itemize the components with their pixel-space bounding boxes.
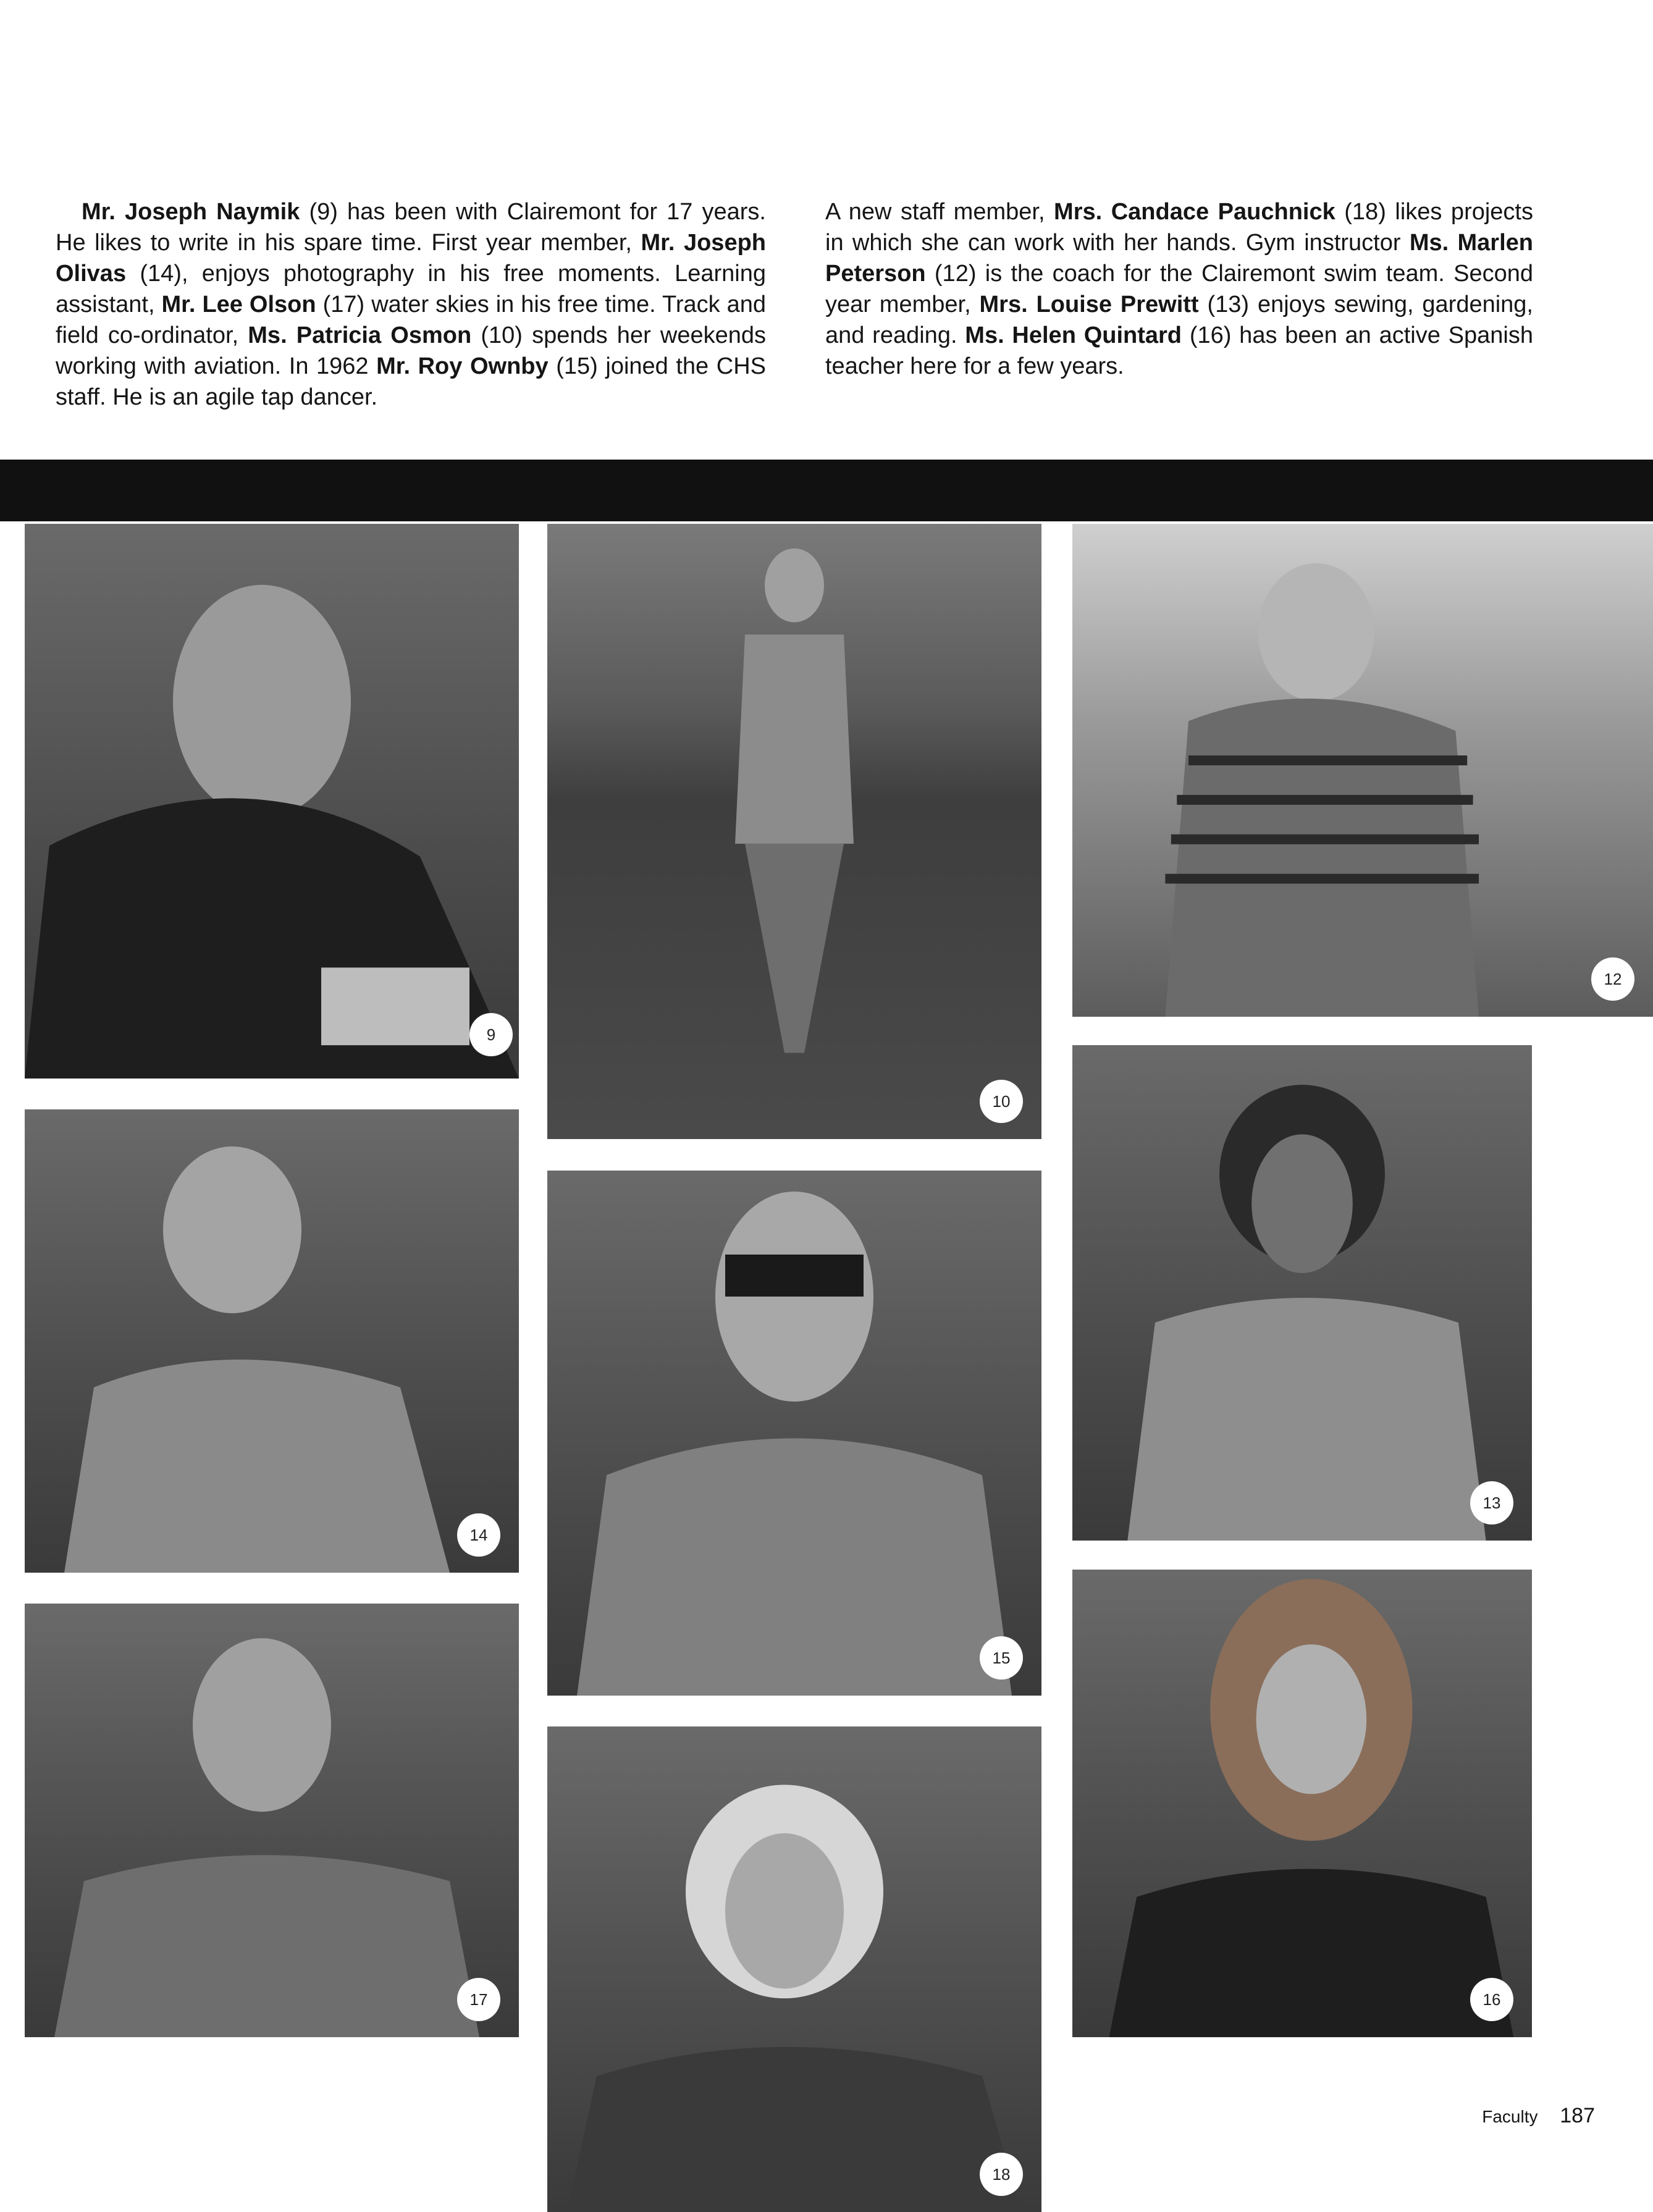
photo-number-badge: 14 xyxy=(457,1513,500,1557)
staff-name: Mrs. Candace Pauchnick xyxy=(1054,199,1335,225)
caption-text: (15) joined the CHS staff. He is an agile tap dancer. xyxy=(56,353,766,410)
photo-number-badge: 9 xyxy=(469,1013,513,1056)
staff-name: Mr. Roy Ownby xyxy=(376,353,549,379)
caption-text: (14), enjoys photography in his free moments. Learning assistant, xyxy=(56,261,766,318)
black-band xyxy=(0,460,1653,521)
staff-name: Mr. Joseph Olivas xyxy=(56,230,767,287)
page-number: 187 xyxy=(1560,2104,1595,2127)
photo-quintard xyxy=(1072,1570,1532,2037)
photo-number-badge: 16 xyxy=(1470,1978,1513,2021)
caption-text: (10) spends her weekends working with aviation. In 1962 xyxy=(56,322,767,379)
caption-left xyxy=(56,196,766,413)
caption-right xyxy=(825,196,1533,382)
caption-text: (12) is the coach for the Clairemont swim team. Second year member, xyxy=(825,261,1533,318)
photo-olson xyxy=(25,1604,519,2037)
photo-olivas xyxy=(25,1109,519,1573)
caption-text: (17) water skies in his free time. Track and field co-ordinator, xyxy=(56,292,767,348)
staff-name: Ms. Helen Quintard xyxy=(965,322,1182,348)
caption-text: (13) enjoys sewing, gardening, and reading. xyxy=(825,292,1533,348)
photo-number-badge: 15 xyxy=(980,1636,1023,1680)
caption-text: (16) has been an active Spanish teacher here for a few years. xyxy=(825,322,1533,379)
photo-ownby xyxy=(547,1171,1041,1696)
photo-naymik xyxy=(25,524,519,1079)
staff-name: Ms. Marlen Peterson xyxy=(825,230,1533,287)
staff-name: Mr. Lee Olson xyxy=(161,292,316,318)
caption-text: (9) has been with Clairemont for 17 years. He likes to write in his spare time. First year member, xyxy=(56,199,766,256)
caption-text: A new staff member, xyxy=(825,199,1054,225)
staff-name: Mrs. Louise Prewitt xyxy=(979,292,1199,318)
photo-number-badge: 10 xyxy=(980,1080,1023,1123)
footer-section: Faculty xyxy=(1482,2107,1538,2126)
staff-name: Mr. Joseph Naymik xyxy=(82,199,300,225)
photo-osmon xyxy=(547,524,1041,1139)
page-footer xyxy=(1482,2104,1595,2128)
caption-text: (18) likes projects in which she can work with her hands. Gym instructor xyxy=(825,199,1533,256)
photo-peterson xyxy=(1072,524,1653,1017)
photo-number-badge: 12 xyxy=(1591,957,1634,1001)
photo-number-badge: 13 xyxy=(1470,1481,1513,1524)
photo-pauchnick xyxy=(547,1726,1041,2212)
photo-prewitt xyxy=(1072,1045,1532,1541)
photo-number-badge: 18 xyxy=(980,2153,1023,2196)
photo-number-badge: 17 xyxy=(457,1978,500,2021)
staff-name: Ms. Patricia Osmon xyxy=(248,322,472,348)
